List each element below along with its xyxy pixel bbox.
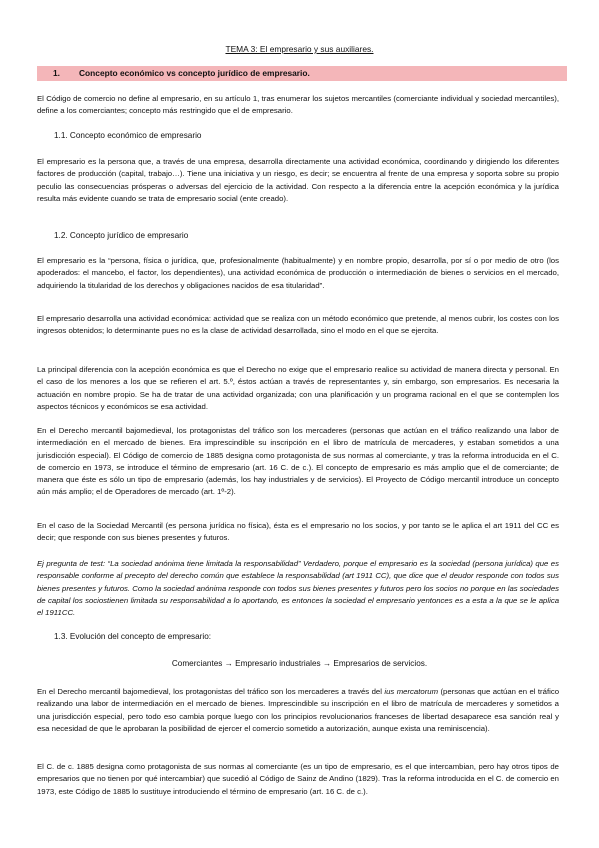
section-heading-highlight [37, 66, 567, 81]
paragraph-economic-activity: El empresario desarrolla una actividad económica: actividad que se realiza con un método económico que pretende, al menos cubrir, los costes con los ingresos obtenidos; lo determinante pues no es la clase de actividad desarrollada, sino el modo en el que se ejercita. [37, 314, 559, 336]
paragraph-evolution-medieval [37, 686, 559, 735]
subsection-heading-1-1: 1.1. Concepto económico de empresario [54, 131, 202, 140]
paragraph-medieval-law: En el Derecho mercantil bajomedieval, los protagonistas del tráfico son los mercaderes (personas que actúan en el tráfico realizando una labor de intermediación en el mercado de bienes. Era imprescindible su inscripción en el libro de matrícula de mercaderes, y estaban sometidos a una jurisdicción especial). El Código de comercio de 1885 designa como protagonista de sus normas al comerciante, y tras la reforma introducida en el C. de comercio en 1973, se introduce el término de empresario (art. 16 C. de c.). El concepto de empresario es más amplio que el de comerciante; de manera que éste es sólo un tipo de empresario (además, los hay industriales y de servicios). El Proyecto de Código mercantil introduce un concepto aún más amplio; el de Operadores de mercado (art. 1º-2). [37, 426, 559, 497]
paragraph-economic-concept: El empresario es la persona que, a través de una empresa, desarrolla directamente una actividad económica, coordinando y dirigiendo los diferentes factores de producción (capital, trabajo…). Tiene una iniciativa y un riesgo, es decir; se encuentra al frente de una empresa y soporta sobre su propio peculio las consecuencias prósperas o adversas del ejercicio de la actividad. Con respecto a la diferencia entre la acepción económica y la jurídica resulta más evidente cuando se trata de empresario social (ente creado). [37, 157, 559, 203]
paragraph-code-1885: El C. de c. 1885 designa como protagonista de sus normas al comerciante (es un tipo de empresario, es el que intercambian, pero hay otros tipos de empresarios que no tienen por qué intercambiar) que sucedió al Código de Sainz de Andino (1829). Tras la reforma introducida en el C. de comercio en 1973, este Código de 1885 lo sustituye introduciendo el término de empresario (art. 16 C. de c.). [37, 762, 559, 796]
ius-mercatorum-term: ius mercatorum [384, 687, 439, 696]
section-heading-label: Concepto económico vs concepto jurídico de empresario. [79, 68, 310, 78]
document-title: TEMA 3: El empresario y sus auxiliares. [225, 44, 374, 54]
section-number: 1. [53, 68, 60, 78]
paragraph-main-difference: La principal diferencia con la acepción económica es que el Derecho no exige que el empresario realice su actividad de manera directa y personal. En el caso de los menores a los que se refieren el art. 5.º, éstos actúan a través de representantes y, sin embargo, son empresarios. Es necesaria la actuación en nombre propio. Se ha de tratar de una actividad organizada; con una planificación y un programa racional en el que se contemplen los aspectos técnicos y económicos se esa actividad. [37, 365, 559, 411]
paragraph-evolution-medieval-end: (personas que actúan en el tráfico realizando una labor de intermediación en el mercado de bienes. Imprescindible su inscripción en el libro de matrícula de mercaderes y sometidos a una jurisdicción especial, pero todo eso cambia porque luego con los principios revolucionarios franceses de libertad desaparece esa sanción real y esa necesidad de que le aprobaran la posibilidad de ejercer el comercio sometido a autorización, aunque exista una reminiscencia). [37, 687, 559, 733]
paragraph-legal-definition: El empresario es la “persona, física o jurídica, que, profesionalmente (habitualmente) y en nombre propio, desarrolla, por sí o por medio de otro (los apoderados: el mancebo, el factor, los dependientes), una actividad económica de producción o intermediación de bienes o servicios en el mercado, adquiriendo la titularidad de los derechos y obligaciones nacidos de esa titularidad”. [37, 256, 559, 290]
evolution-sequence: Comerciantes → Empresario industriales → Empresarios de servicios. [171, 659, 428, 668]
paragraph-test-example: Ej pregunta de test: “La sociedad anónima tiene limitada la responsabilidad” Verdadero, porque el empresario es la sociedad (persona jurídica) que es responsable conforme al precepto del derecho común que establece la responsabilidad (art 1911 CC), que dice que el deudor responde con todos sus bienes presentes y futuros. Como la sociedad anónima responde con todos sus bienes presentes y futuros pero los socios no porque en las sociedades de capital los sociostienen limitada su responsabilidad a lo aportando, es entonces la sociedad el empresario yentonces es a esta a la que se le aplica el 1911CC. [37, 559, 559, 618]
paragraph-mercantile-society: En el caso de la Sociedad Mercantil (es persona jurídica no física), ésta es el empresario no los socios, y por tanto se le aplica el art 1911 del CC es decir; que responde con sus bienes presentes y futuros. [37, 521, 559, 543]
subsection-heading-1-2: 1.2. Concepto jurídico de empresario [54, 231, 189, 240]
intro-paragraph: El Código de comercio no define al empresario, en su artículo 1, tras enumerar los sujetos mercantiles (comerciante individual y sociedad mercantiles), define a los comerciantes; concepto más restringido que el de empresario. [37, 94, 559, 116]
paragraph-evolution-medieval-start: En el Derecho mercantil bajomedieval, los protagonistas del tráfico son los mercaderes a través del [37, 687, 385, 696]
subsection-heading-1-3: 1.3. Evolución del concepto de empresario: [54, 632, 212, 641]
